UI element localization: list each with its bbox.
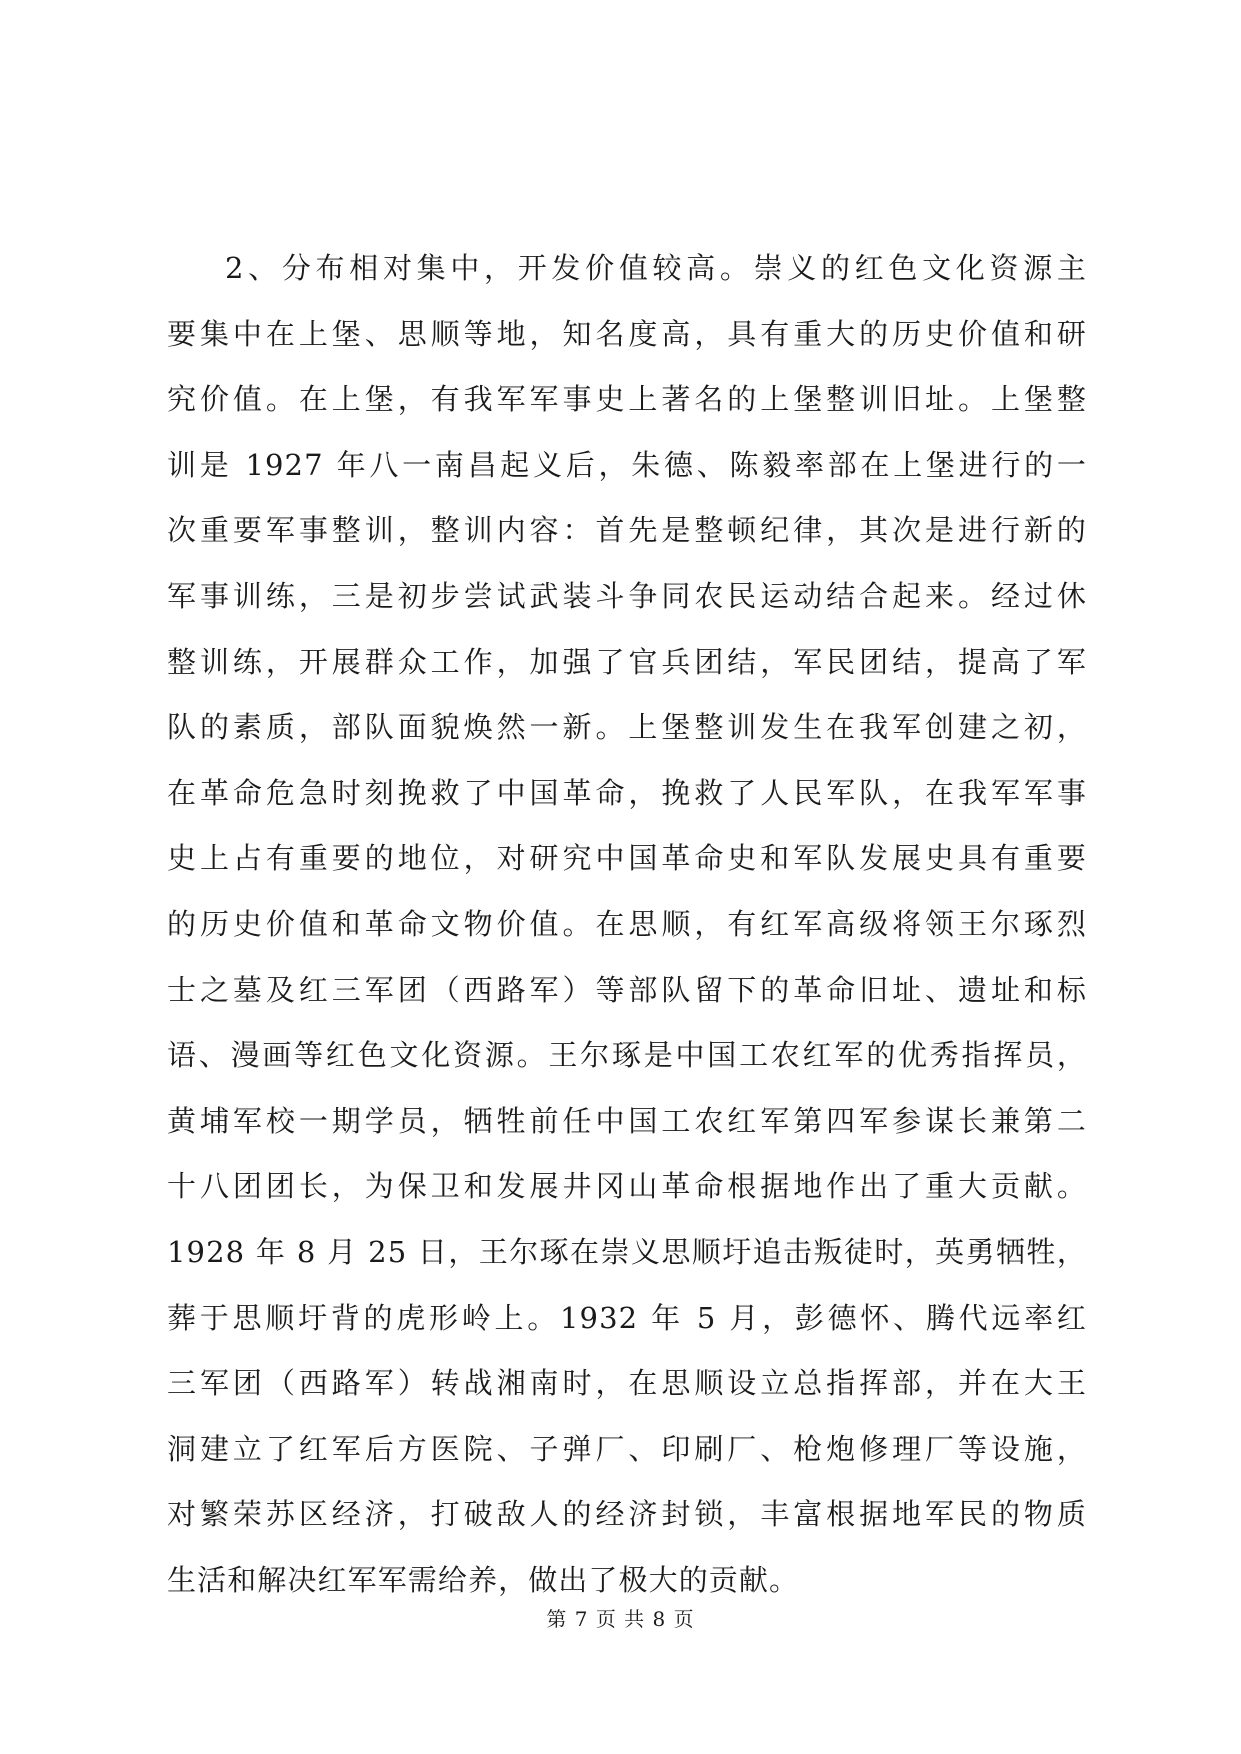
text-line: 训是 1927 年八一南昌起义后，朱德、陈毅率部在上堡进行的一 (167, 447, 1087, 482)
text-line: 洞建立了红军后方医院、子弹厂、印刷厂、枪炮修理厂等设施， (167, 1431, 1087, 1466)
page-number-label: 第 7 页 共 8 页 (546, 1607, 695, 1631)
text-line: 三军团（西路军）转战湘南时，在思顺设立总指挥部，并在大王 (167, 1366, 1087, 1401)
page-footer (0, 1603, 1241, 1632)
text-line: 黄埔军校一期学员，牺牲前任中国工农红军第四军参谋长兼第二 (167, 1103, 1087, 1138)
text-line: 1928 年 8 月 25 日，王尔琢在崇义思顺圩追击叛徒时，英勇牺牲， (167, 1234, 1087, 1269)
text-line: 2、分布相对集中，开发价值较高。崇义的红色文化资源主 (225, 251, 1087, 285)
text-line: 队的素质，部队面貌焕然一新。上堡整训发生在我军创建之初， (167, 710, 1087, 745)
text-line: 究价值。在上堡，有我军军事史上著名的上堡整训旧址。上堡整 (167, 382, 1087, 417)
text-line: 对繁荣苏区经济，打破敌人的经济封锁，丰富根据地军民的物质 (167, 1497, 1087, 1532)
text-line: 在革命危急时刻挽救了中国革命，挽救了人民军队，在我军军事 (167, 775, 1087, 810)
text-line: 军事训练，三是初步尝试武装斗争同农民运动结合起来。经过休 (167, 578, 1087, 613)
body-paragraph (167, 236, 1087, 1613)
text-line: 生活和解决红军军需给养，做出了极大的贡献。 (167, 1562, 800, 1597)
text-line: 士之墓及红三军团（西路军）等部队留下的革命旧址、遗址和标 (167, 972, 1087, 1007)
text-line: 要集中在上堡、思顺等地，知名度高，具有重大的历史价值和研 (167, 316, 1087, 351)
text-line: 整训练，开展群众工作，加强了官兵团结，军民团结，提高了军 (167, 644, 1087, 679)
text-line: 十八团团长，为保卫和发展井冈山革命根据地作出了重大贡献。 (167, 1169, 1087, 1204)
text-line: 语、漫画等红色文化资源。王尔琢是中国工农红军的优秀指挥员， (167, 1038, 1087, 1073)
text-line: 次重要军事整训，整训内容：首先是整顿纪律，其次是进行新的 (167, 513, 1087, 548)
text-line: 史上占有重要的地位，对研究中国革命史和军队发展史具有重要 (167, 841, 1087, 876)
text-line: 的历史价值和革命文物价值。在思顺，有红军高级将领王尔琢烈 (167, 906, 1087, 941)
text-line: 葬于思顺圩背的虎形岭上。1932 年 5 月，彭德怀、腾代远率红 (167, 1300, 1087, 1335)
